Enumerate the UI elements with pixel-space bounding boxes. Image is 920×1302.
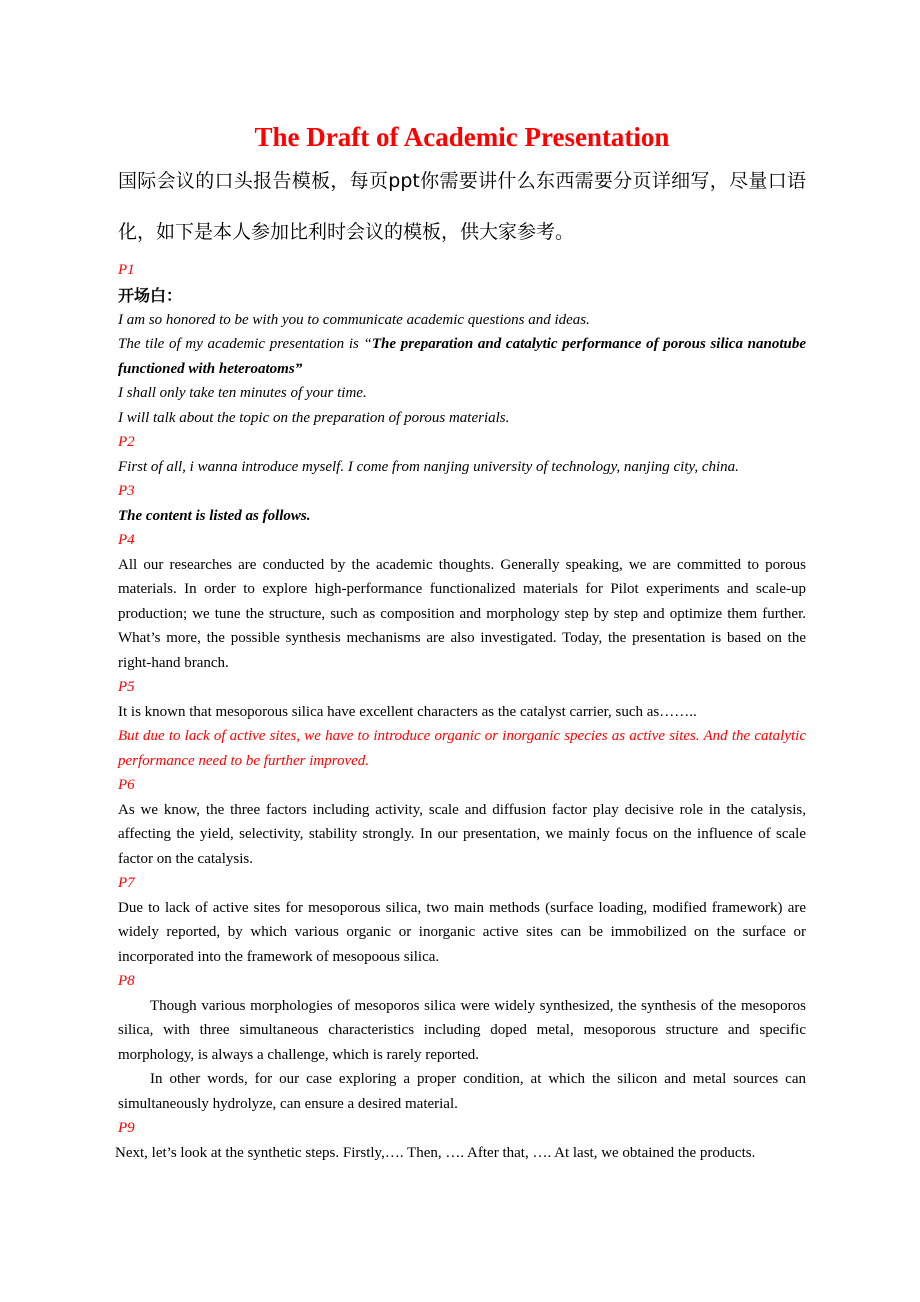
page-marker-p2: P2 <box>118 434 135 450</box>
p7-text: Due to lack of active sites for mesoporous silica, two main methods (surface loading, modified framework) are widely reported, by which various organic or inorganic active sites can be immobilized on the surface or incorporated into the framework of mesopoous silica. <box>118 899 806 965</box>
page-marker-p8: P8 <box>118 973 135 989</box>
intro-paragraph: 国际会议的口头报告模板，每页ppt你需要讲什么东西需要分页详细写，尽量口语化，如下是本人参加比利时会议的模板，供大家参考。 <box>118 170 806 243</box>
page-marker-p1: P1 <box>118 262 135 278</box>
opening-label: 开场白： <box>118 285 183 305</box>
p6-text: As we know, the three factors including activity, scale and diffusion factor play decisive role in the catalysis, affecting the yield, selectivity, stability strongly. In our presentation, we mainly focus on the influence of scale factor on the catalysis. <box>118 801 806 867</box>
p1-line-2 <box>118 332 806 381</box>
page-marker-p3: P3 <box>118 483 135 499</box>
p2-text: First of all, i wanna introduce myself. I come from nanjing university of technology, nanjing city, china. <box>118 458 739 475</box>
p8-paragraph-2: In other words, for our case exploring a proper condition, at which the silicon and metal sources can simultaneously hydrolyze, can ensure a desired material. <box>118 1071 806 1112</box>
p4-text: All our researches are conducted by the academic thoughts. Generally speaking, we are committed to porous materials. In order to explore high-performance functionalized materials for Pilot experiments and scale-up production; we tune the structure, such as composition and morphology step by step and optimize them further. What’s more, the possible synthesis mechanisms are also investigated. Today, the presentation is based on the right-hand branch. <box>118 556 806 671</box>
page-marker-p4: P4 <box>118 532 135 548</box>
p3-text: The content is listed as follows. <box>118 507 311 524</box>
page-marker-p7: P7 <box>118 875 135 891</box>
p1-line-1: I am so honored to be with you to communicate academic questions and ideas. <box>118 311 590 328</box>
p9-text: Next, let’s look at the synthetic steps. Firstly,…. Then, …. After that, …. At last, we obtained the products. <box>115 1144 756 1161</box>
document-page <box>115 118 806 1165</box>
p5-red-text: But due to lack of active sites, we have to introduce organic or inorganic species as active sites. And the catalytic performance need to be further improved. <box>118 728 806 769</box>
presentation-title: The preparation and catalytic performance of porous silica nanotube functioned with heteroatoms” <box>118 336 806 377</box>
p1-line-3: I shall only take ten minutes of your time. <box>118 385 367 401</box>
document-title: The Draft of Academic Presentation <box>254 122 670 152</box>
page-marker-p5: P5 <box>118 679 135 695</box>
p1-line-2-prefix: The tile of my academic presentation is “ <box>118 336 372 352</box>
p8-paragraph-1: Though various morphologies of mesoporos silica were widely synthesized, the synthesis of the mesoporos silica, with three simultaneous characteristics including doped metal, mesoporous structure and specific morphology, is always a challenge, which is rarely reported. <box>118 997 806 1063</box>
page-marker-p9: P9 <box>118 1120 135 1136</box>
p5-text: It is known that mesoporous silica have excellent characters as the catalyst carrier, such as…….. <box>118 703 697 720</box>
p1-line-4: I will talk about the topic on the preparation of porous materials. <box>118 409 510 426</box>
page-marker-p6: P6 <box>118 777 135 793</box>
